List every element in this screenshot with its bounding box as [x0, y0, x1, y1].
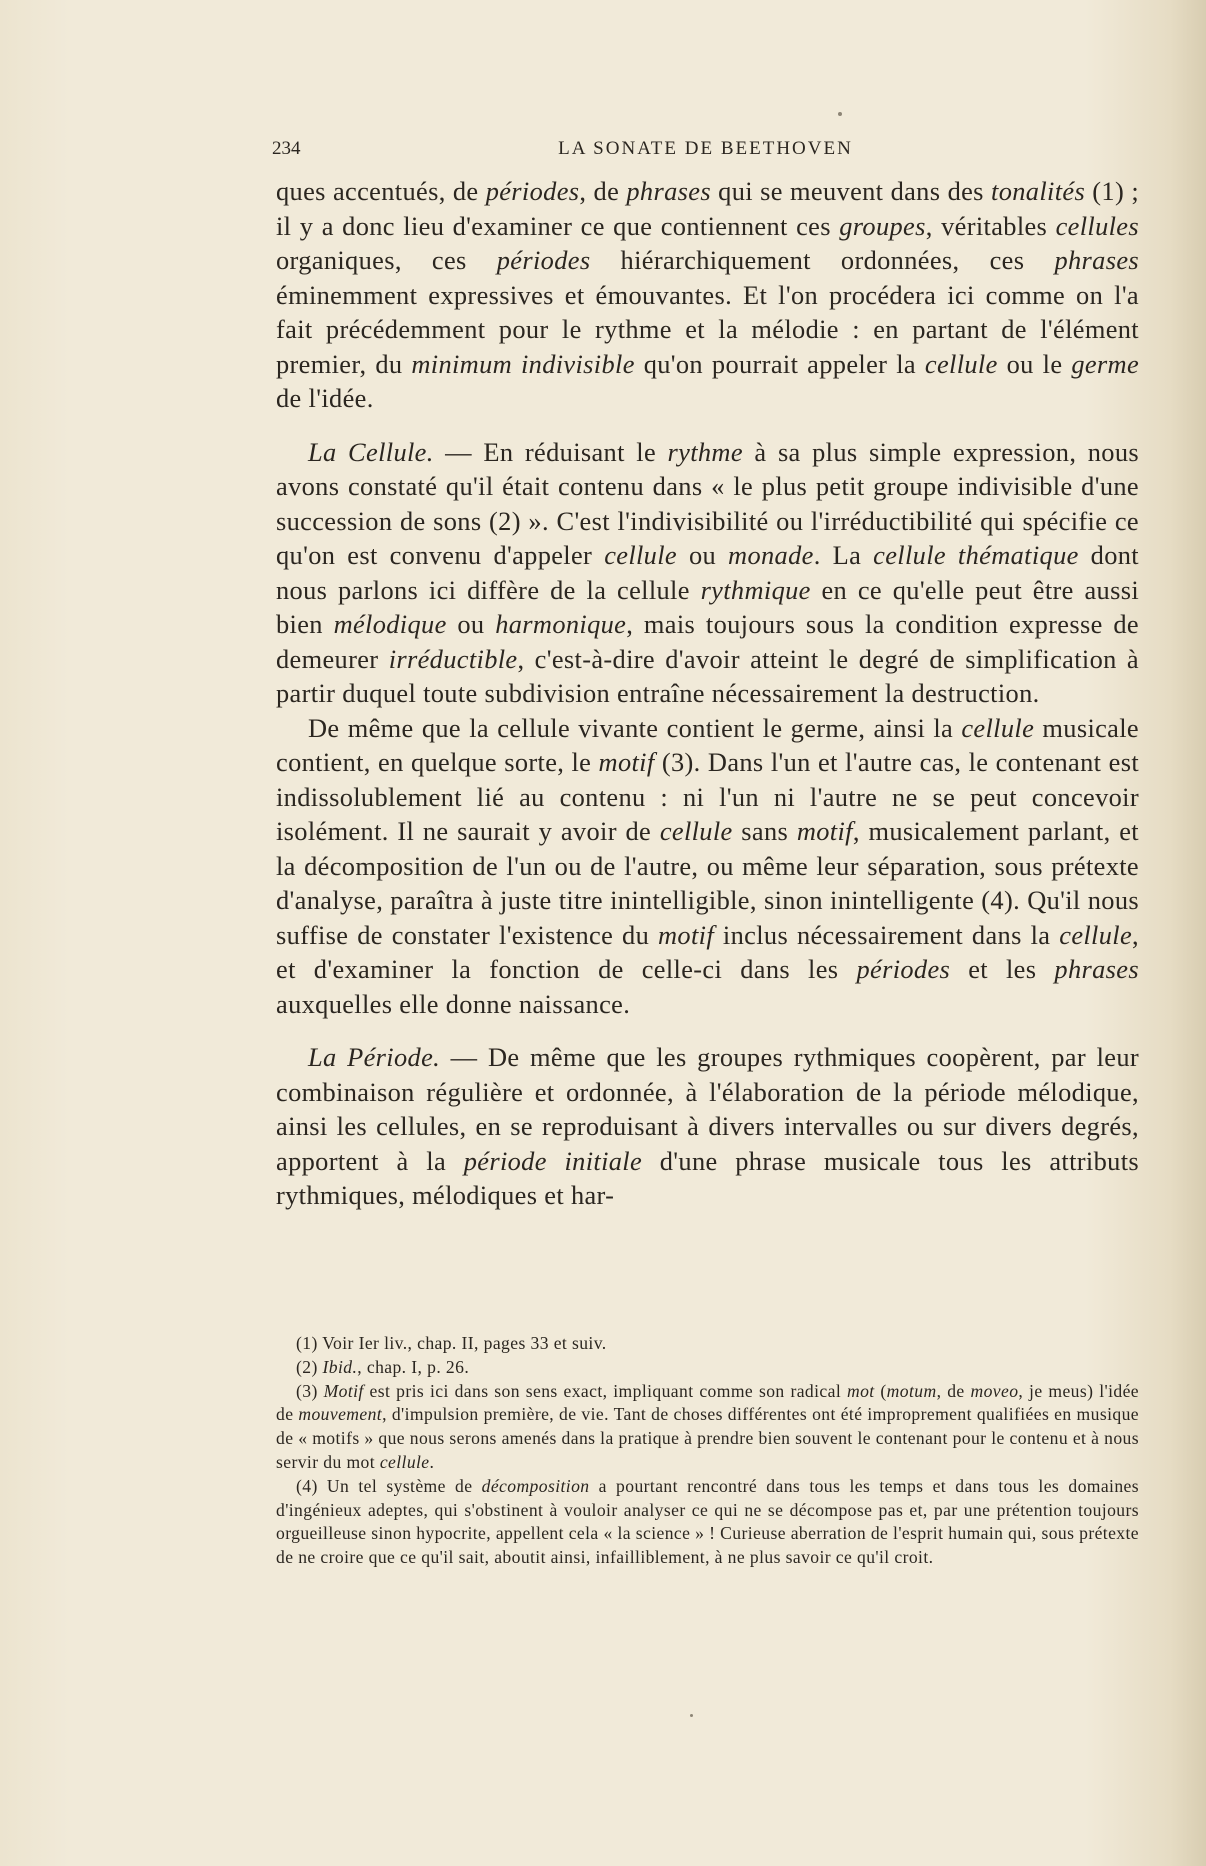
- footnote-4: (4) Un tel système de décomposition a pourtant rencontré dans tous les temps et dans tous les domaines d'ingénieux adeptes, qui s'obstinent à vouloir analyser ce qui ne se décompose pas et, par une prétention toujours orgueilleuse sinon hypocrite, appellent cela « la science » ! Curieuse aberration de l'esprit humain qui, sous prétexte de ne croire que ce qu'il sait, aboutit ainsi, infailliblement, à ne plus savoir ce qu'il croit.: [276, 1475, 1139, 1568]
- page-number: 234: [272, 138, 301, 159]
- paragraph-continuation: ques accentués, de périodes, de phrases qui se meuvent dans des tonalités (1) ; il y a donc lieu d'examiner ce que contiennent ces groupes, véritables cellules organiques, ces périodes hiérarchiquement ordonnées, ces phrases éminemment expressives et émouvantes. Et l'on procédera ici comme on l'a fait précédemment pour le rythme et la mélodie : en partant de l'élément premier, du minimum indivisible qu'on pourrait appeler la cellule ou le germe de l'idée.: [276, 176, 1140, 413]
- paragraph-motif: De même que la cellule vivante contient le germe, ainsi la cellule musicale contient, en quelque sorte, le motif (3). Dans l'un et l'autre cas, le contenant est indissolublement lié au contenu : ni l'un ni l'autre ne se peut concevoir isolément. Il ne saurait y avoir de cellule sans motif, musicalement parlant, et la décomposition de l'un ou de l'autre, ou même leur séparation, sous prétexte d'analyse, paraîtra à juste titre inintelligible, sinon inintelligente (4). Qu'il nous suffise de constater l'existence du motif inclus nécessairement dans la cellule, et d'examiner la fonction de celle-ci dans les périodes et les phrases auxquelles elle donne naissance.: [276, 712, 1139, 1019]
- ink-speck: [838, 112, 842, 116]
- section-la-cellule: La Cellule. — En réduisant le rythme à sa plus simple expression, nous avons constaté qu'il était contenu dans « le plus petit groupe indivisible d'une succession de sons (2) ». C'est l'indivisibilité ou l'irréductibilité qui spécifie ce qu'on est convenu d'appeler cellule ou monade. La cellule thématique dont nous parlons ici diffère de la cellule rythmique en ce qu'elle peut être aussi bien mélodique ou harmonique, mais toujours sous la condition expresse de demeurer irréductible, c'est-à-dire d'avoir atteint le degré de simplification à partir duquel toute subdivision entraîne nécessairement la destruction.: [276, 436, 1140, 708]
- section-la-periode: La Période. — De même que les groupes rythmiques coopèrent, par leur combinaison régulière et ordonnée, à l'élaboration de la période mélodique, ainsi les cellules, en se reproduisant à divers intervalles ou sur divers degrés, apportent à la période initiale d'une phrase musicale tous les attributs rythmiques, mélodiques et har-: [276, 1042, 1140, 1210]
- ink-speck: [690, 1714, 693, 1717]
- page-header: [272, 138, 1139, 162]
- running-title: LA SONATE DE BEETHOVEN: [558, 138, 853, 159]
- main-text: [276, 174, 1139, 1213]
- section-heading: La Cellule.: [308, 436, 434, 467]
- footnotes: [276, 1332, 1139, 1570]
- footnote-2: (2) Ibid., chap. I, p. 26.: [296, 1356, 470, 1377]
- section-heading: La Période.: [308, 1042, 441, 1072]
- footnote-3: (3) Motif est pris ici dans son sens exact, impliquant comme son radical mot (motum, de moveo, je meus) l'idée de mouvement, d'impulsion première, de vie. Tant de choses différentes ont été improprement qualifiées en musique de « motifs » que nous serons amenés dans la pratique à prendre bien souvent le contenant pour le contenu et à nous servir du mot cellule.: [276, 1380, 1139, 1472]
- footnote-1: (1) Voir Ier liv., chap. II, pages 33 et suiv.: [296, 1333, 607, 1353]
